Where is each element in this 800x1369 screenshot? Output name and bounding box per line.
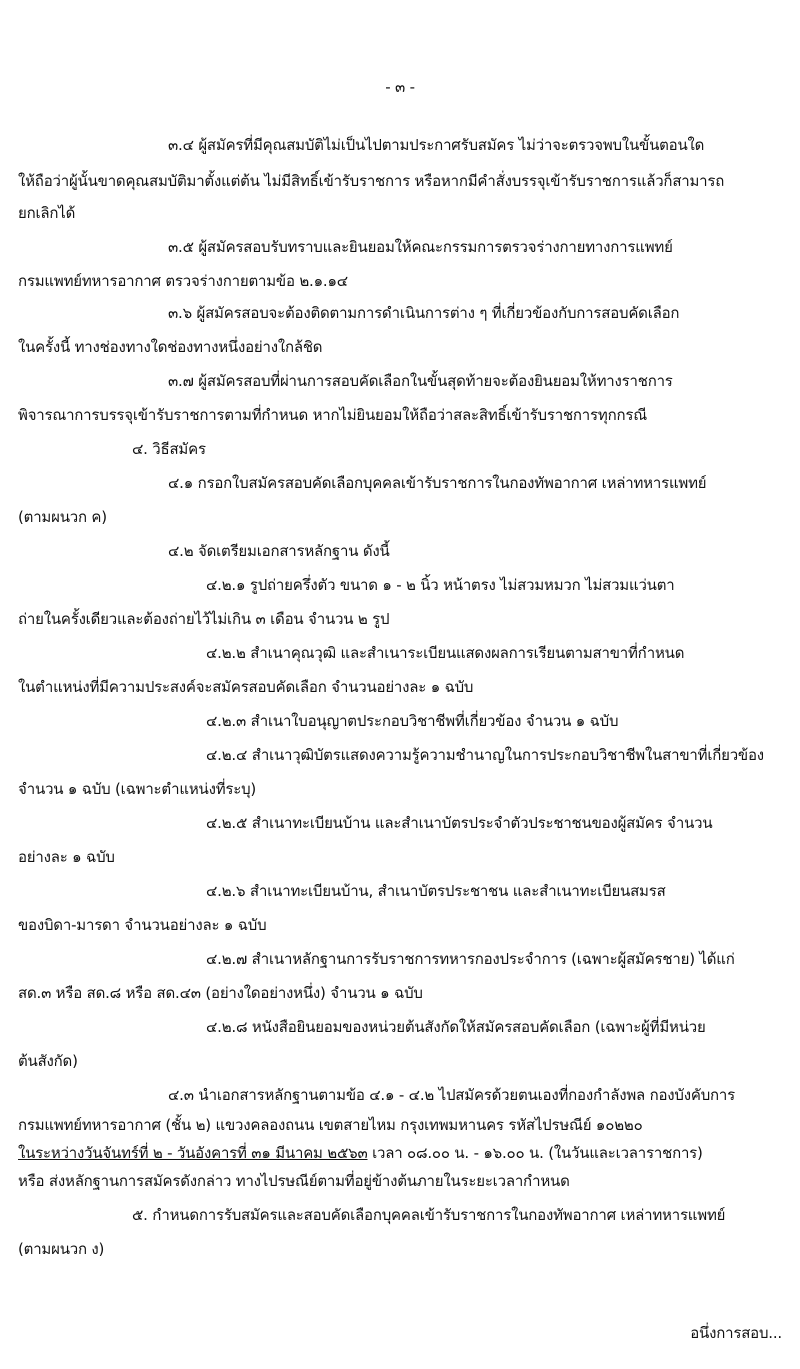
paragraph-4-2-5-line-2: อย่างละ ๑ ฉบับ: [18, 848, 115, 866]
page-number: - ๓ -: [385, 78, 415, 96]
section-5-line-1: ๕. กำหนดการรับสมัครและสอบคัดเลือกบุคคลเข้ารับราชการในกองทัพอากาศ เหล่าทหารแพทย์: [132, 1206, 726, 1224]
paragraph-4-2-7-line-1: ๔.๒.๗ สำเนาหลักฐานการรับราชการทหารกองประจำการ (เฉพาะผู้สมัครชาย) ได้แก่: [206, 950, 735, 968]
paragraph-3-4-line-3: ยกเลิกได้: [18, 204, 76, 222]
application-period-dates: ในระหว่างวันจันทร์ที่ ๒ - วันอังคารที่ ๓๑ มีนาคม ๒๕๖๓: [18, 1144, 368, 1162]
paragraph-4-2-1-line-2: ถ่ายในครั้งเดียวและต้องถ่ายไว้ไม่เกิน ๓ เดือน จำนวน ๒ รูป: [18, 610, 390, 628]
paragraph-4-3-line-4: หรือ ส่งหลักฐานการสมัครดังกล่าว ทางไปรษณีย์ตามที่อยู่ข้างต้นภายในระยะเวลากำหนด: [18, 1172, 570, 1190]
paragraph-3-4-line-1: ๓.๔ ผู้สมัครที่มีคุณสมบัติไม่เป็นไปตามประกาศรับสมัคร ไม่ว่าจะตรวจพบในขั้นตอนใด: [168, 136, 705, 154]
paragraph-4-3-line-1: ๔.๓ นำเอกสารหลักฐานตามข้อ ๔.๑ - ๔.๒ ไปสมัครด้วยตนเองที่กองกำลังพล กองบังคับการ: [168, 1086, 735, 1104]
paragraph-3-6-line-1: ๓.๖ ผู้สมัครสอบจะต้องติดตามการดำเนินการต่าง ๆ ที่เกี่ยวข้องกับการสอบคัดเลือก: [168, 304, 680, 322]
paragraph-4-2-heading: ๔.๒ จัดเตรียมเอกสารหลักฐาน ดังนี้: [168, 542, 390, 560]
paragraph-4-1-line-2: (ตามผนวก ค): [18, 508, 107, 526]
paragraph-4-2-6-line-1: ๔.๒.๖ สำเนาทะเบียนบ้าน, สำเนาบัตรประชาชน และสำเนาทะเบียนสมรส: [206, 882, 666, 900]
paragraph-4-2-7-line-2: สด.๓ หรือ สด.๘ หรือ สด.๔๓ (อย่างใดอย่างหนึ่ง) จำนวน ๑ ฉบับ: [18, 984, 423, 1002]
paragraph-4-3-line-2: กรมแพทย์ทหารอากาศ (ชั้น ๒) แขวงคลองถนน เขตสายไหม กรุงเทพมหานคร รหัสไปรษณีย์ ๑๐๒๒๐: [18, 1116, 643, 1134]
paragraph-3-5-line-2: กรมแพทย์ทหารอากาศ ตรวจร่างกายตามข้อ ๒.๑.๑๔: [18, 272, 348, 290]
paragraph-3-7-line-2: พิจารณาการบรรจุเข้ารับราชการตามที่กำหนด หากไม่ยินยอมให้ถือว่าสละสิทธิ์เข้ารับราชการทุกกรณี: [18, 406, 647, 424]
paragraph-4-2-8-line-2: ต้นสังกัด): [18, 1052, 78, 1070]
paragraph-4-2-4-line-2: จำนวน ๑ ฉบับ (เฉพาะตำแหน่งที่ระบุ): [18, 780, 257, 798]
paragraph-4-2-2-line-1: ๔.๒.๒ สำเนาคุณวุฒิ และสำเนาระเบียนแสดงผลการเรียนตามสาขาที่กำหนด: [206, 644, 685, 662]
section-4-heading: ๔. วิธีสมัคร: [132, 440, 206, 458]
paragraph-4-2-1-line-1: ๔.๒.๑ รูปถ่ายครึ่งตัว ขนาด ๑ - ๒ นิ้ว หน้าตรง ไม่สวมหมวก ไม่สวมแว่นตา: [206, 576, 675, 594]
paragraph-4-2-4-line-1: ๔.๒.๔ สำเนาวุฒิบัตรแสดงความรู้ความชำนาญในการประกอบวิชาชีพในสาขาที่เกี่ยวข้อง: [206, 746, 764, 764]
paragraph-4-2-6-line-2: ของบิดา-มารดา จำนวนอย่างละ ๑ ฉบับ: [18, 916, 267, 934]
application-hours: เวลา ๐๘.๐๐ น. - ๑๖.๐๐ น. (ในวันและเวลาราชการ): [367, 1144, 703, 1162]
paragraph-4-2-3-line-1: ๔.๒.๓ สำเนาใบอนุญาตประกอบวิชาชีพที่เกี่ยวข้อง จำนวน ๑ ฉบับ: [206, 712, 619, 730]
section-5-line-2: (ตามผนวก ง): [18, 1240, 105, 1258]
paragraph-4-1-line-1: ๔.๑ กรอกใบสมัครสอบคัดเลือกบุคคลเข้ารับราชการในกองทัพอากาศ เหล่าทหารแพทย์: [168, 474, 707, 492]
paragraph-4-2-2-line-2: ในตำแหน่งที่มีความประสงค์จะสมัครสอบคัดเลือก จำนวนอย่างละ ๑ ฉบับ: [18, 678, 474, 696]
paragraph-4-2-8-line-1: ๔.๒.๘ หนังสือยินยอมของหน่วยต้นสังกัดให้สมัครสอบคัดเลือก (เฉพาะผู้ที่มีหน่วย: [206, 1018, 706, 1036]
paragraph-3-5-line-1: ๓.๕ ผู้สมัครสอบรับทราบและยินยอมให้คณะกรรมการตรวจร่างกายทางการแพทย์: [168, 238, 673, 256]
paragraph-4-2-5-line-1: ๔.๒.๕ สำเนาทะเบียนบ้าน และสำเนาบัตรประจำตัวประชาชนของผู้สมัคร จำนวน: [206, 814, 713, 832]
paragraph-4-3-line-3: [18, 1142, 703, 1164]
paragraph-3-4-line-2: ให้ถือว่าผู้นั้นขาดคุณสมบัติมาตั้งแต่ต้น ไม่มีสิทธิ์เข้ารับราชการ หรือหากมีคำสั่งบรรจุเข้ารับราชการแล้วก็สามารถ: [18, 172, 725, 190]
continuation-text: อนึ่งการสอบ...: [690, 1324, 782, 1342]
paragraph-3-6-line-2: ในครั้งนี้ ทางช่องทางใดช่องทางหนึ่งอย่างใกล้ชิด: [18, 338, 323, 356]
paragraph-3-7-line-1: ๓.๗ ผู้สมัครสอบที่ผ่านการสอบคัดเลือกในขั้นสุดท้ายจะต้องยินยอมให้ทางราชการ: [168, 372, 673, 390]
